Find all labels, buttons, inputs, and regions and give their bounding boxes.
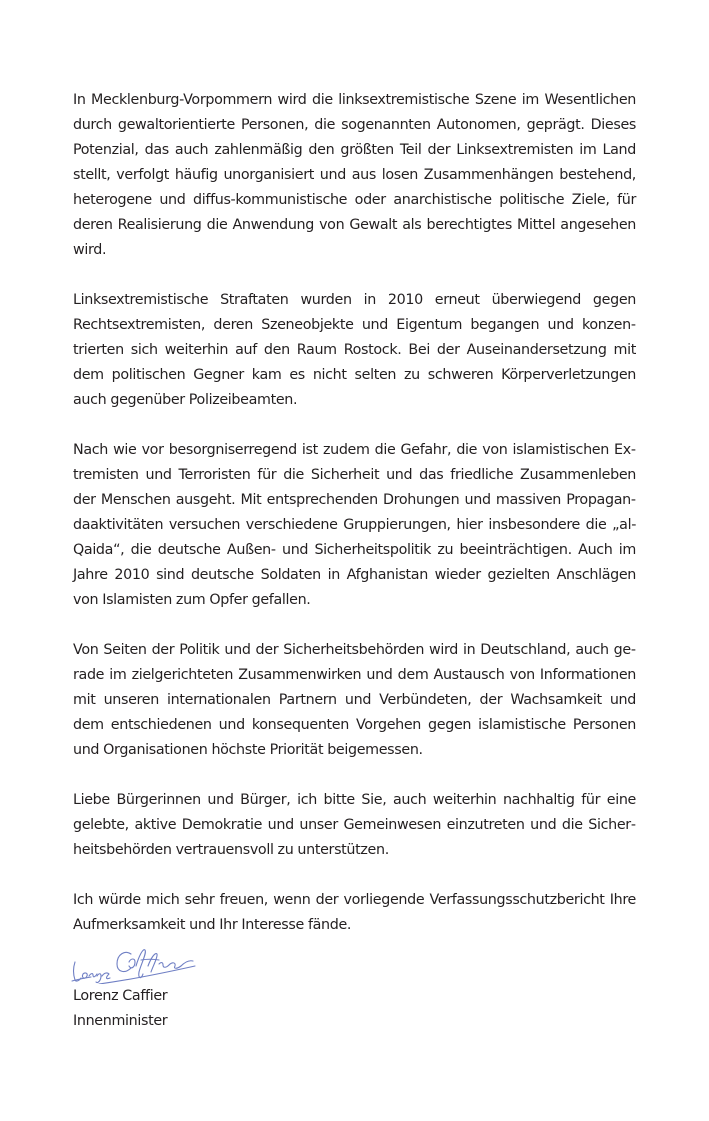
signatory-name: Lorenz Caffier bbox=[73, 988, 168, 1004]
paragraph-5: Liebe Bürgerinnen und Bürger, ich bitte Sie, auch weiterhin nachhaltig für eine gelebte, aktive Demokratie und unser Gemeinwesen einzutreten und die Sicherheitsbehörden vertrauensvoll zu unterstützen. bbox=[73, 792, 636, 858]
paragraph-2: Linksextremistische Straftaten wurden in 2010 erneut überwiegend gegen Rechtsextremisten, deren Szeneobjekte und Eigentum begangen und konzentrierten sich weiterhin auf den Raum Rostock. Bei der Auseinandersetzung mit dem politischen Gegner kam es nicht selten zu schweren Körperverletzungen auch gegenüber Polizeibeamten. bbox=[73, 292, 636, 408]
paragraph-4: Von Seiten der Politik und der Sicherheitsbehörden wird in Deutschland, auch gerade im zielgerichteten Zusammenwirken und dem Austausch von Informationen mit unseren internationalen Partnern und Verbündeten, der Wachsamkeit und dem entschiedenen und konsequenten Vorgehen gegen islamistische Personen und Organisationen höchste Priorität beigemessen. bbox=[73, 642, 636, 758]
handwritten-signature bbox=[69, 940, 636, 984]
letter-body bbox=[73, 88, 636, 1034]
paragraph-1: In Mecklenburg-Vorpommern wird die linksextremistische Szene im Wesentlichen durch gewaltorientierte Personen, die sogenannten Autonomen, geprägt. Dieses Potenzial, das auch zahlenmäßig den größten Teil der Linksextremisten im Land stellt, verfolgt häufig unorganisiert und aus losen Zusammenhängen bestehend, heterogene und diffus-kommunistische oder anarchistische politische Ziele, für deren Realisierung die Anwendung von Gewalt als berechtigtes Mittel angesehen wird. bbox=[73, 92, 636, 258]
paragraph-3: Nach wie vor besorgniserregend ist zudem die Gefahr, die von islamistischen Extremisten und Terroristen für die Sicherheit und das friedliche Zusammenleben der Menschen ausgeht. Mit entsprechenden Drohungen und massiven Propagandaaktivitäten versuchen verschiedene Gruppierungen, hier insbesondere die „al-Qaida“, die deutsche Außen- und Sicherheitspolitik zu beeinträchtigen. Auch im Jahre 2010 sind deutsche Soldaten in Afghanistan wieder gezielten Anschlägen von Islamisten zum Opfer gefallen. bbox=[73, 442, 636, 608]
signatory-title: Innenminister bbox=[73, 1013, 168, 1029]
paragraph-6: Ich würde mich sehr freuen, wenn der vorliegende Verfassungsschutzbericht Ihre Aufmerksamkeit und Ihr Interesse fände. bbox=[73, 892, 636, 933]
signature-image bbox=[69, 940, 199, 984]
